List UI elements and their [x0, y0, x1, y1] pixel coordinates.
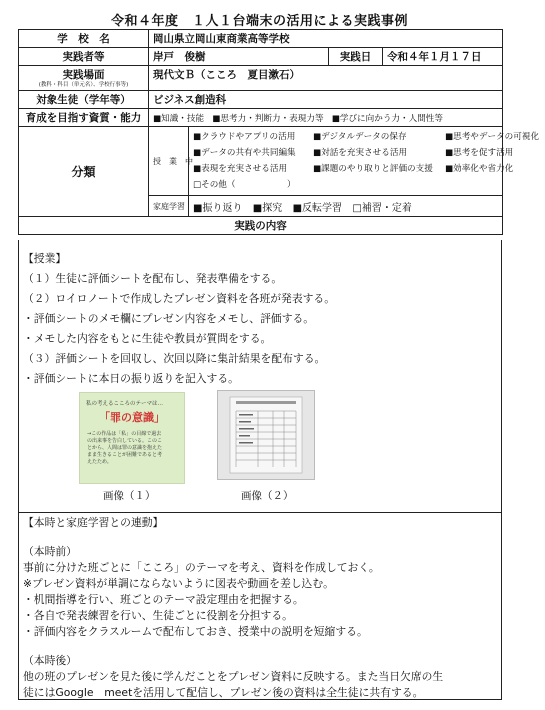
before-line: ・机間指導を行い、班ごとのテーマ設定理由を把握する。: [23, 593, 304, 606]
practice-line: ・メモした内容をもとに生徒や教員が質問をする。: [23, 332, 272, 345]
before-line: ※プレゼン資料が単調にならないように図表や動画を差し込む。: [23, 577, 334, 590]
home-study-label: 家庭学習: [149, 196, 189, 217]
ability-item: ■知識・技能: [153, 113, 205, 124]
in-class-cell: [189, 127, 540, 196]
home-item: ■反転学習: [292, 202, 343, 214]
lesson-heading: 【授業】: [23, 252, 67, 265]
usage-item: ■効率化や省力化: [445, 164, 514, 174]
slide-theme: 「罪の意識」: [99, 411, 165, 424]
practice-line: （１）生徒に評価シートを配布し、発表準備をする。: [23, 272, 283, 285]
image-2-photo: [217, 390, 315, 480]
practice-line: （３）評価シートを回収し、次回以降に集計結果を配布する。: [23, 352, 326, 365]
practitioner-name: 岸戸 俊樹: [149, 48, 329, 66]
usage-item: ■クラウドやアプリの活用: [193, 132, 296, 142]
home-item: ■振り返り: [193, 202, 243, 214]
page-title: 令和４年度 １人１台端末の活用による実践事例: [110, 14, 408, 29]
home-link-heading: 【本時と家庭学習との連動】: [23, 516, 164, 529]
scene-label: 実践場面: [62, 69, 105, 81]
image-1-slide: [79, 392, 185, 484]
ability-item: ■思考力・判断力・表現力等: [212, 113, 324, 124]
practice-line: ・評価シートのメモ欄にプレゼン内容をメモし、評価する。: [23, 312, 315, 325]
practice-heading: 実践の内容: [19, 217, 503, 235]
info-table: [18, 29, 540, 235]
target-value: ビジネス創造科: [149, 91, 503, 109]
ability-list: [149, 109, 503, 127]
practice-content: [18, 240, 502, 513]
scene-value: 現代文Ｂ（こころ 夏目漱石）: [149, 66, 503, 91]
target-label: 対象生徒（学年等）: [19, 91, 149, 109]
date-label: 実践日: [329, 48, 383, 66]
usage-item: ■対話を充実させる活用: [313, 148, 408, 158]
usage-item: ■デジタルデータの保存: [313, 132, 407, 142]
usage-item: ■思考やデータの可視化: [445, 132, 540, 142]
usage-item: ■思考を促す活用: [445, 148, 514, 158]
scene-note: (教科・科目（単元名）、学校行事等): [38, 82, 129, 88]
after-line: 徒にはGoogle meetを活用して配信し、プレゼン後の資料は全生徒に共有する。: [23, 686, 424, 699]
usage-item: □その他（ ）: [193, 180, 296, 190]
before-line: ・各自で発表練習を行い、生徒ごとに役割を分担する。: [23, 609, 293, 622]
slide-body: →この作品は「私」の目線で過去 の出来事を告白している。このこ とから、人間は罪の意識を抱えた まま生きることが困難であると考 えたため。: [87, 431, 163, 465]
before-heading: （本時前）: [23, 545, 77, 558]
evaluation-sheet-photo: [218, 391, 314, 479]
home-study-cell: [189, 196, 503, 217]
practice-date: 令和４年１月１７日: [383, 48, 503, 66]
after-line: 他の班のプレゼンを見た後に学んだことをプレゼン資料に反映する。また当日欠席の生: [23, 670, 444, 683]
in-class-label: 授 業 中: [149, 127, 189, 196]
usage-item: ■表現を充実させる活用: [193, 164, 288, 174]
home-item: □補習・定着: [352, 202, 412, 214]
scene-label-cell: [19, 66, 149, 91]
before-line: 事前に分けた班ごとに「こころ」のテーマを考え、資料を作成しておく。: [23, 561, 380, 574]
image-2-caption: 画像（２）: [241, 490, 294, 502]
ability-label: 育成を目指す資質・能力: [19, 109, 149, 127]
in-class-grid: [193, 129, 540, 193]
image-1-caption: 画像（１）: [103, 490, 156, 502]
ability-item: ■学びに向かう力・人間性等: [331, 113, 443, 124]
slide-small-text: 私の考えるこころのテーマは…: [86, 401, 164, 407]
home-link-section: [18, 512, 502, 700]
usage-item: ■課題のやり取りと評価の支援: [313, 164, 433, 174]
practice-line: （２）ロイロノートで作成したプレゼン資料を各班が発表する。: [23, 292, 336, 305]
school-label: 学 校 名: [19, 30, 149, 48]
classification-label: 分類: [19, 127, 149, 217]
before-line: ・評価内容をクラスルームで配布しておき、授業中の説明を短縮する。: [23, 625, 368, 638]
school-name: 岡山県立岡山東商業高等学校: [149, 30, 503, 48]
practitioner-label: 実践者等: [19, 48, 149, 66]
after-heading: （本時後）: [23, 654, 77, 667]
home-item: ■探究: [252, 202, 283, 214]
practice-line: ・評価シートに本日の振り返りを記入する。: [23, 372, 239, 385]
usage-item: ■データの共有や共同編集: [193, 148, 296, 158]
